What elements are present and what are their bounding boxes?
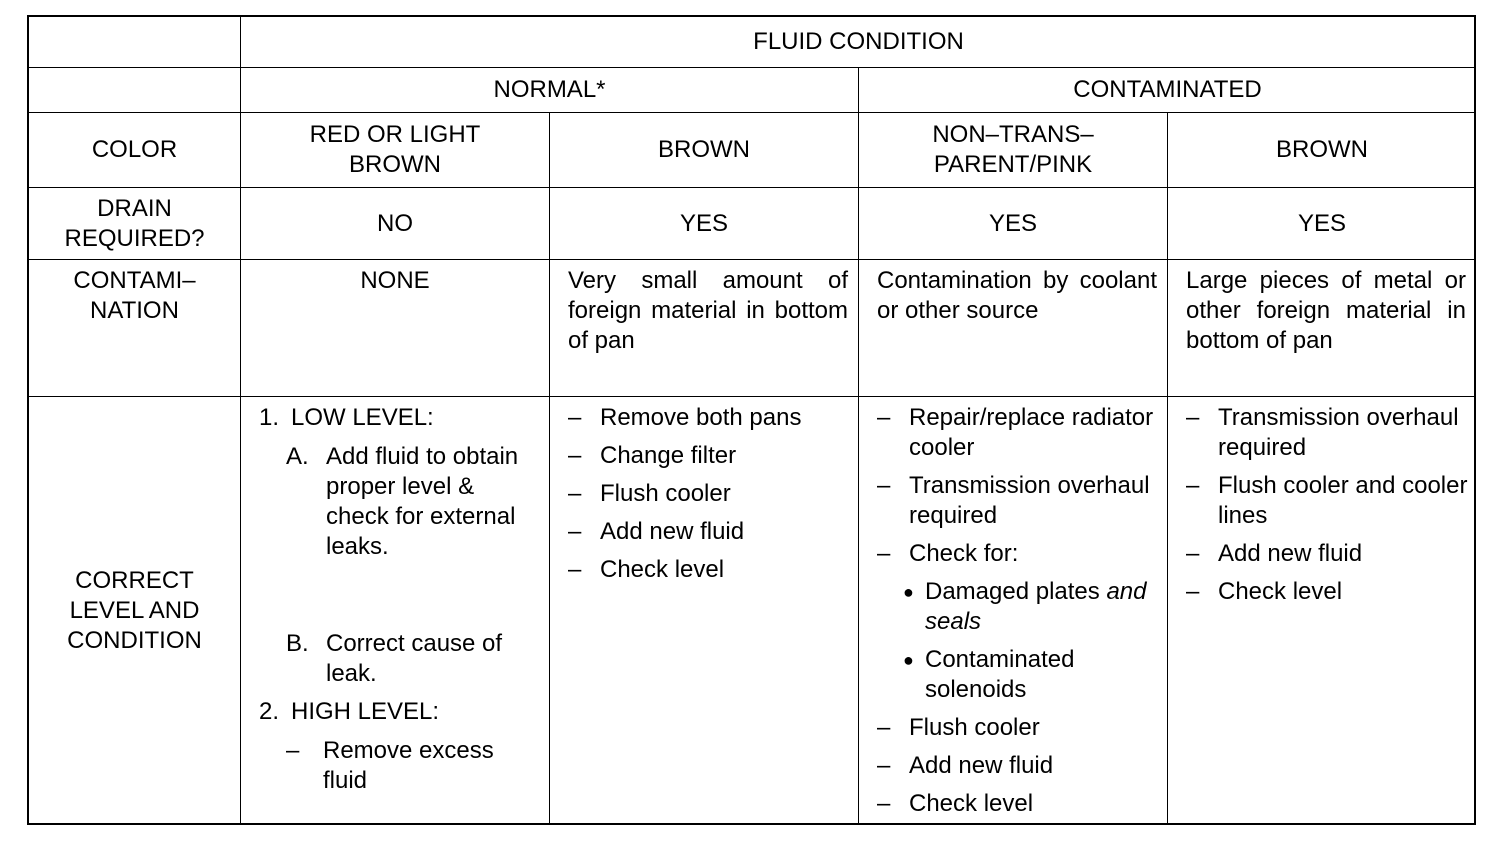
list-item: [903, 577, 1159, 637]
list-item: [877, 471, 1159, 531]
list-item-text: Check level: [600, 556, 725, 583]
dash-marker: –: [877, 790, 891, 817]
list-item-text: Contaminated solenoids: [925, 646, 1075, 703]
list-item: [568, 555, 850, 585]
correct-normal-brown: [550, 397, 859, 825]
list-item: [877, 713, 1159, 743]
list-item: [877, 539, 1159, 569]
dash-marker: –: [877, 714, 891, 741]
list-item: [568, 479, 850, 509]
list-item-text: Transmission overhaul required: [909, 472, 1150, 529]
list-item-text: Flush cooler: [600, 480, 731, 507]
dash-marker: –: [877, 404, 891, 431]
contamination-normal-brown: Very small amount of foreign material in bottom of pan: [550, 260, 859, 397]
list-item: [1186, 577, 1468, 607]
dash-marker: –: [1186, 404, 1200, 431]
list-item-text: Add new fluid: [600, 518, 745, 545]
dash-marker: –: [568, 480, 582, 507]
list-item: [568, 517, 850, 547]
drain-normal-brown: YES: [550, 188, 859, 260]
list-item-text: Flush cooler: [909, 714, 1040, 741]
list-item: [1186, 471, 1468, 531]
high-level-item: – Remove excess fluid: [286, 737, 494, 794]
correct-contam-pink: [859, 397, 1168, 825]
list-item-text: Repair/replace radiator cooler: [909, 404, 1154, 461]
dash-marker: –: [877, 752, 891, 779]
low-level-step-a: A. Add fluid to obtain proper level & check for external leaks.: [286, 443, 519, 560]
drain-contam-pink: YES: [859, 188, 1168, 260]
row-label-drain: DRAIN REQUIRED?: [29, 188, 241, 260]
list-item: [568, 441, 850, 471]
dash-marker: –: [568, 404, 582, 431]
list-item: [903, 645, 1159, 705]
list-item-text: Check for:: [909, 540, 1019, 567]
bullet-icon: ●: [903, 650, 914, 670]
fluid-condition-table: [27, 15, 1476, 825]
low-level-heading: 1. LOW LEVEL:: [259, 404, 434, 431]
list-item-text: Change filter: [600, 442, 737, 469]
contamination-normal-red: NONE: [241, 260, 550, 397]
contamination-contam-pink: Contamination by coolant or other source: [859, 260, 1168, 397]
dash-marker: –: [1186, 540, 1200, 567]
list-item: [877, 403, 1159, 463]
list-item-text: Damaged plates and seals: [925, 578, 1147, 635]
empty-corner-cell: [29, 68, 241, 113]
dash-marker: –: [1186, 578, 1200, 605]
header-normal: NORMAL*: [241, 68, 859, 113]
italic-text: and seals: [925, 578, 1147, 635]
dash-marker: –: [568, 518, 582, 545]
dash-marker: –: [568, 556, 582, 583]
list-item-text: Add new fluid: [909, 752, 1054, 779]
row-label-color: COLOR: [29, 113, 241, 188]
correct-normal-red: [241, 397, 550, 825]
low-level-step-b: B. Correct cause of leak.: [286, 630, 503, 687]
color-contam-pink: NON–TRANS–PARENT/PINK: [859, 113, 1168, 188]
row-label-contamination: CONTAMI– NATION: [29, 260, 241, 397]
list-item-text: Remove both pans: [600, 404, 802, 431]
list-item-text: Add new fluid: [1218, 540, 1363, 567]
color-contam-brown: BROWN: [1168, 113, 1476, 188]
row-label-correct-level: CORRECT LEVEL AND CONDITION: [29, 397, 241, 825]
list-item: [877, 789, 1159, 819]
color-normal-red: RED OR LIGHT BROWN: [241, 113, 550, 188]
list-item-text: Check level: [1218, 578, 1343, 605]
drain-normal-red: NO: [241, 188, 550, 260]
list-item: [1186, 403, 1468, 463]
dash-marker: –: [877, 472, 891, 499]
header-fluid-condition: FLUID CONDITION: [241, 17, 1476, 68]
list-item: [877, 751, 1159, 781]
color-normal-brown: BROWN: [550, 113, 859, 188]
drain-contam-brown: YES: [1168, 188, 1476, 260]
dash-marker: –: [568, 442, 582, 469]
contamination-contam-brown: Large pieces of metal or other foreign material in bottom of pan: [1168, 260, 1476, 397]
header-contaminated: CONTAMINATED: [859, 68, 1476, 113]
list-item-text: Check level: [909, 790, 1034, 817]
empty-corner-cell: [29, 17, 241, 68]
list-item: [568, 403, 850, 433]
dash-marker: –: [1186, 472, 1200, 499]
correct-contam-brown: [1168, 397, 1476, 825]
list-item-text: Flush cooler and cooler lines: [1218, 472, 1468, 529]
dash-marker: –: [877, 540, 891, 567]
bullet-icon: ●: [903, 582, 914, 602]
list-item: [1186, 539, 1468, 569]
list-item-text: Transmission overhaul required: [1218, 404, 1459, 461]
high-level-heading: 2. HIGH LEVEL:: [259, 698, 440, 725]
